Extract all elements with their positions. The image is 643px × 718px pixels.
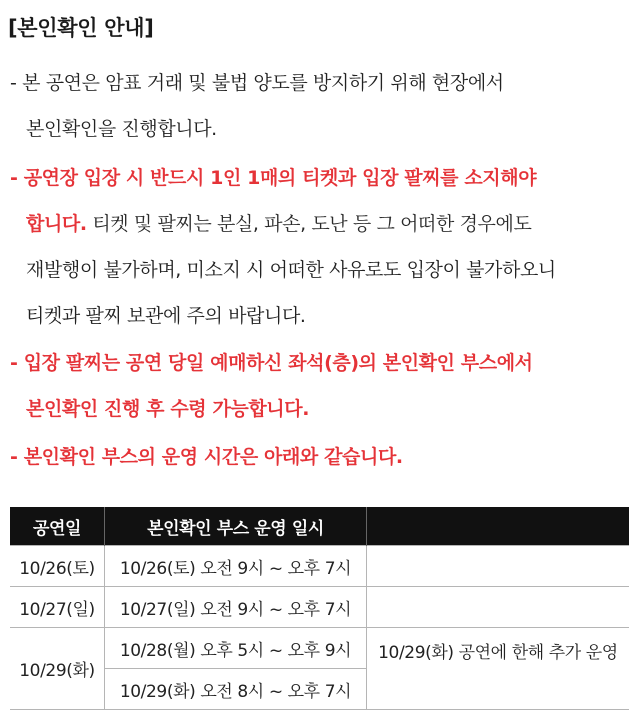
table-header-row: [10, 507, 629, 546]
notice-line: 재발행이 불가하며, 미소지 시 어떠한 사유로도 입장이 불가하오니: [26, 259, 556, 281]
notice-line-highlight: - 본인확인 부스의 운영 시간은 아래와 같습니다.: [10, 446, 403, 468]
cell-note: [367, 546, 630, 587]
notice-line: 본인확인을 진행합니다.: [26, 118, 217, 140]
notice-text: 티켓 및 팔찌는 분실, 파손, 도난 등 그 어떠한 경우에도: [86, 213, 532, 235]
header-booth-time: 본인확인 부스 운영 일시: [105, 507, 367, 546]
cell-note: [367, 587, 630, 628]
table-row: [10, 628, 629, 669]
cell-date: 10/26(토): [10, 546, 105, 587]
cell-time: 10/26(토) 오전 9시 ~ 오후 7시: [105, 546, 367, 587]
cell-date: 10/29(화): [10, 628, 105, 710]
notice-line: 티켓과 팔찌 보관에 주의 바랍니다.: [26, 305, 306, 327]
table-row: [10, 546, 629, 587]
cell-time: 10/27(일) 오전 9시 ~ 오후 7시: [105, 587, 367, 628]
notice-title: [본인확인 안내]: [8, 16, 154, 40]
notice-line-highlight: 본인확인 진행 후 수령 가능합니다.: [26, 398, 310, 420]
cell-time: 10/28(월) 오후 5시 ~ 오후 9시: [105, 628, 367, 669]
notice-line-highlight: - 공연장 입장 시 반드시 1인 1매의 티켓과 입장 팔찌를 소지해야: [10, 167, 537, 189]
table-row: [10, 587, 629, 628]
notice-line-mixed: [26, 209, 531, 236]
cell-time: 10/29(화) 오전 8시 ~ 오후 7시: [105, 669, 367, 710]
notice-line: - 본 공연은 암표 거래 및 불법 양도를 방지하기 위해 현장에서: [10, 72, 504, 94]
booth-schedule-table: [10, 507, 629, 710]
cell-date: 10/27(일): [10, 587, 105, 628]
cell-note: 10/29(화) 공연에 한해 추가 운영: [367, 628, 630, 710]
notice-highlight-text: 합니다.: [26, 213, 87, 235]
notice-line-highlight: - 입장 팔찌는 공연 당일 예매하신 좌석(층)의 본인확인 부스에서: [10, 352, 533, 374]
header-note: [367, 507, 630, 546]
header-date: 공연일: [10, 507, 105, 546]
